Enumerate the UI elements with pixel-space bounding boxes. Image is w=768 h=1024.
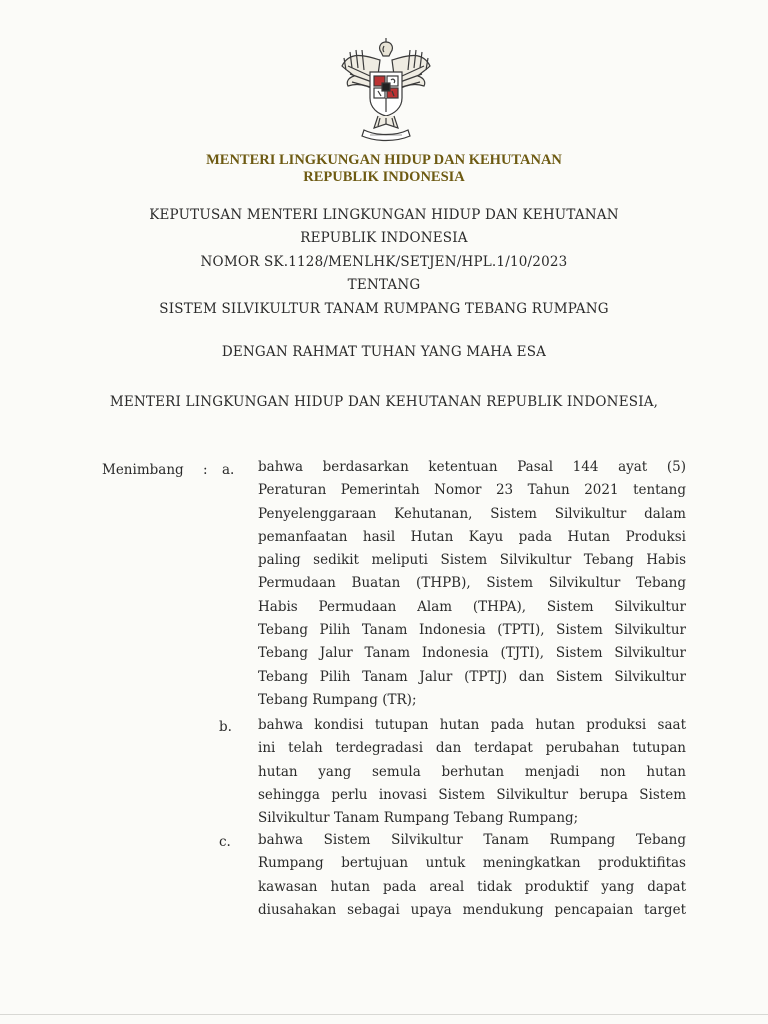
page-bottom-edge [0,1014,768,1015]
decree-subject: SISTEM SILVIKULTUR TANAM RUMPANG TEBANG RUMPANG [159,301,609,317]
item-marker-b: b. [219,719,232,735]
garuda-emblem [336,36,436,142]
decree-tentang: TENTANG [347,277,421,293]
menimbang-item-b [258,714,686,830]
menimbang-item-c [258,829,686,922]
paragraph-line: Tebang Pilih Tanam Indonesia (TPTI), Sistem Silvikultur [258,622,686,639]
paragraph-line: bahwa kondisi tutupan hutan pada hutan produksi saat [258,717,686,733]
paragraph-line: bahwa Sistem Silvikultur Tanam Rumpang Tebang [258,832,686,848]
paragraph-line: Tebang Rumpang (TR); [258,691,417,708]
paragraph-line: hutan yang semula berhutan menjadi non hutan [258,763,686,780]
paragraph-line: Penyelenggaraan Kehutanan, Sistem Silvikultur dalam [258,505,686,522]
paragraph-line: diusahakan sebagai upaya mendukung pencapaian target [258,901,686,918]
paragraph-line: ini telah terdegradasi dan terdapat perubahan tutupan [258,740,686,757]
paragraph-line: kawasan hutan pada areal tidak produktif yang dapat [258,878,686,895]
menimbang-colon: : [203,462,208,478]
paragraph-line: Tebang Pilih Tanam Jalur (TPTJ) dan Sistem Silvikultur [258,668,686,685]
paragraph-line: Rumpang bertujuan untuk meningkatkan produktifitas [258,855,686,872]
paragraph-line: Tebang Jalur Tanam Indonesia (TJTI), Sistem Silvikultur [258,645,686,662]
item-marker-a: a. [222,462,235,478]
decree-rahmat: DENGAN RAHMAT TUHAN YANG MAHA ESA [221,344,547,360]
ministry-heading: MENTERI LINGKUNGAN HIDUP DAN KEHUTANAN [206,152,562,168]
decree-title-line-2: REPUBLIK INDONESIA [300,230,468,246]
decree-number: NOMOR SK.1128/MENLHK/SETJEN/HPL.1/10/2023 [200,254,568,270]
decree-title-line-1: KEPUTUSAN MENTERI LINGKUNGAN HIDUP DAN KEHUTANAN [149,207,619,223]
paragraph-line: paling sedikit meliputi Sistem Silvikultur Tebang Habis [258,552,686,569]
paragraph-line: Permudaan Buatan (THPB), Sistem Silvikultur Tebang [258,575,686,592]
menimbang-item-a [258,456,686,712]
item-marker-c: c. [219,834,231,850]
paragraph-line: bahwa berdasarkan ketentuan Pasal 144 ayat (5) [258,459,686,475]
paragraph-line: Silvikultur Tanam Rumpang Tebang Rumpang; [258,810,579,827]
ministry-subheading: REPUBLIK INDONESIA [303,169,465,185]
paragraph-line: Peraturan Pemerintah Nomor 23 Tahun 2021 tentang [258,482,686,499]
decree-minister: MENTERI LINGKUNGAN HIDUP DAN KEHUTANAN REPUBLIK INDONESIA, [109,394,659,410]
paragraph-line: Habis Permudaan Alam (THPA), Sistem Silvikultur [258,598,686,615]
menimbang-label: Menimbang [102,462,184,478]
paragraph-line: sehingga perlu inovasi Sistem Silvikultur berupa Sistem [258,786,686,803]
paragraph-line: pemanfaatan hasil Hutan Kayu pada Hutan Produksi [258,528,686,545]
